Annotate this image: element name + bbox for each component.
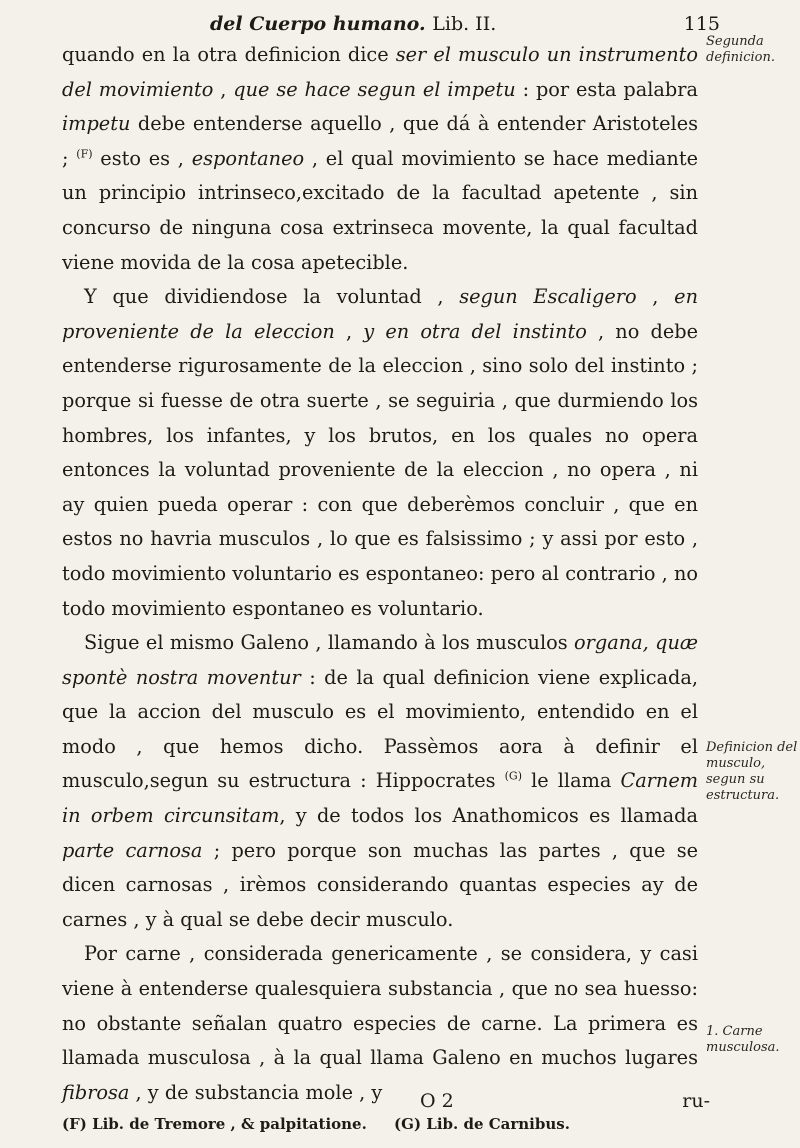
text-run: Sigue el mismo Galeno , llamando à los musculos bbox=[84, 631, 575, 655]
text-run: , bbox=[334, 319, 364, 343]
margin-note: 1. Carne musculosa. bbox=[706, 1024, 780, 1055]
text-run: , y de substancia mole , y bbox=[129, 1080, 383, 1104]
page-number: 115 bbox=[683, 13, 720, 35]
text-run: le llama bbox=[522, 769, 621, 793]
margin-note: Segunda definicion. bbox=[706, 34, 775, 65]
italic-run: parte carnosa bbox=[62, 838, 203, 862]
text-run: ; pero porque son muchas las partes , que se dicen carnosas , irèmos considerando quantas especies ay de carnes , y à qual se debe decir musculo. bbox=[62, 838, 699, 931]
italic-run: segun Escaligero bbox=[459, 285, 637, 309]
margin-note: Definicion del musculo, segun su estructura. bbox=[706, 740, 798, 803]
main-text bbox=[62, 38, 698, 1110]
text-run: : por esta palabra bbox=[515, 77, 698, 101]
text-run: , bbox=[213, 77, 234, 101]
text-run: : de la qual definicion viene explicada, que la accion del musculo es el movimiento, entendido en el modo , que hemos dicho. Passèmos aora à definir el musculo,segun su estructura : Hippocrates bbox=[62, 665, 699, 793]
italic-run: espontaneo bbox=[191, 146, 305, 170]
text-run: , no debe entenderse rigurosamente de la eleccion , sino solo del instinto ; porque si fuesse de otra suerte , se seguiria , que durmiendo los hombres, los infantes, y los brutos, en los quales no opera entonces la voluntad proveniente de la eleccion , no opera , ni ay quien pueda operar : con que deberèmos concluir , que en estos no havria musculos , lo que es falsissimo ; y assi por esto , todo movimiento voluntario es espontaneo: pero al contrario , no todo movimiento espontaneo es voluntario. bbox=[62, 319, 699, 620]
footnote: (G) Lib. de Carnibus. bbox=[394, 1115, 570, 1133]
footnote-ref: (G) bbox=[504, 770, 522, 784]
italic-run: impetu bbox=[62, 112, 131, 136]
footnote-ref: (F) bbox=[76, 147, 93, 161]
italic-run: que se hace segun el impetu bbox=[233, 77, 516, 101]
italic-run: organa, quæ spontè nostra moventur bbox=[62, 631, 698, 689]
footnote: (F) Lib. de Tremore , & palpitatione. bbox=[62, 1115, 367, 1133]
text-run: , el qual movimiento se hace mediante un principio intrinseco,excitado de la facultad apetente , sin concurso de ninguna cosa extrinseca movente, la qual facultad viene movida de la cosa apetecible. bbox=[62, 146, 698, 274]
italic-run: en proveniente de la eleccion bbox=[62, 285, 698, 343]
italic-run: Carnem in orbem circunsitam bbox=[62, 769, 699, 828]
text-run: esto es , bbox=[92, 146, 192, 170]
italic-run: ser el musculo un instrumento del movimiento bbox=[62, 43, 698, 101]
text-run: , y de todos los Anathomicos es llamada bbox=[279, 804, 699, 828]
italic-run: fibrosa bbox=[62, 1080, 130, 1104]
text-run: quando en la otra definicion dice bbox=[62, 43, 396, 66]
paragraph bbox=[62, 38, 698, 280]
signature-mark: O 2 bbox=[420, 1090, 454, 1112]
footnotes bbox=[62, 1114, 722, 1134]
paragraph bbox=[62, 280, 698, 626]
text-run: Y que dividiendose la voluntad , bbox=[84, 285, 460, 309]
paragraph bbox=[62, 937, 698, 1110]
paragraph bbox=[62, 626, 698, 937]
catchword: ru- bbox=[682, 1090, 710, 1112]
italic-run: y en otra del instinto bbox=[363, 319, 587, 343]
running-title: del Cuerpo humano. Lib. II. bbox=[210, 13, 497, 35]
text-run: debe entenderse aquello , que dá à entender Aristoteles ; bbox=[62, 112, 698, 170]
text-run: , bbox=[636, 285, 675, 309]
text-run: Por carne , considerada genericamente , se considera, y casi viene à entenderse qualesquiera substancia , que no sea huesso: no obstante señalan quatro especies de carne. La primera es llamada musculosa , à la qual llama Galeno en muchos lugares bbox=[62, 942, 698, 1070]
